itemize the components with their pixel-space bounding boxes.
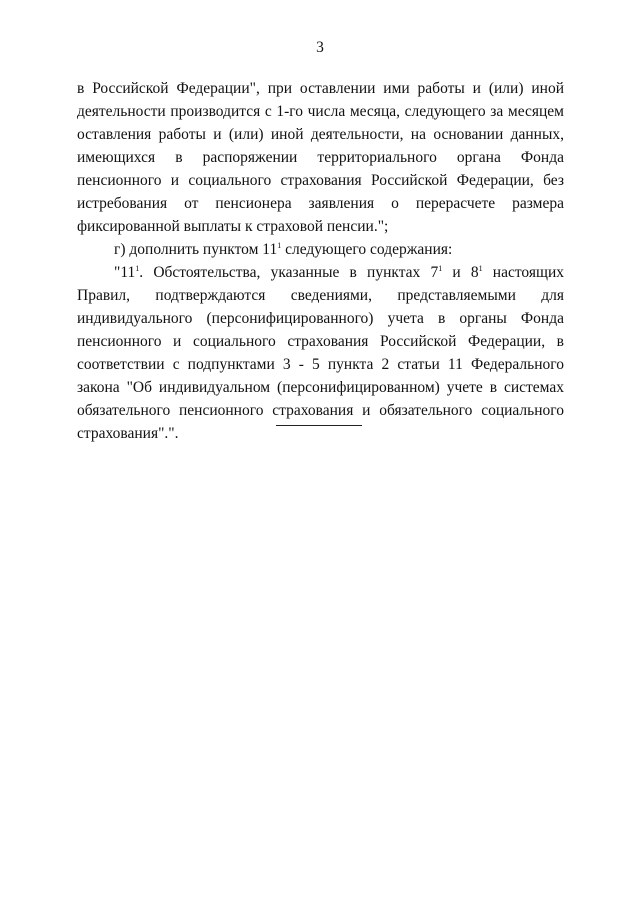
- superscript-index: 1: [438, 264, 443, 273]
- end-rule-divider: [276, 425, 362, 426]
- clause-open: "11: [114, 264, 136, 281]
- paragraph-continuation: в Российской Федерации", при оставлении ими работы и (или) иной деятельности производится с 1-го числа месяца, следующего за месяцем оставления работы и (или) иной деятельности, на основании данных, имеющихся в распоряжении территориального органа Фонда пенсионного и социального страхования Российской Федерации, без истребования от пенсионера заявления о перерасчете размера фиксированной выплаты к страховой пенсии.";: [77, 80, 564, 235]
- clause-text: . Обстоятельства, указанные в пунктах 7: [139, 264, 439, 281]
- amendment-text: г) дополнить пунктом 11: [114, 241, 278, 258]
- paragraph-new-clause: [77, 261, 564, 445]
- superscript-index: 1: [135, 264, 140, 273]
- paragraph-amendment-g: [77, 238, 564, 261]
- clause-text: и 8: [442, 264, 479, 281]
- clause-text: настоящих Правил, подтверждаются сведениями, представляемыми для индивидуального (персонифицированного) учета в органы Фонда пенсионного и социального страхования Российской Федерации, в соответствии с подпунктами 3 - 5 пункта 2 статьи 11 Федерального закона "Об индивидуальном (персонифицированном) учете в системах обязательного пенсионного страхования и обязательного социального страхования".".: [77, 264, 564, 442]
- superscript-index: 1: [277, 241, 282, 250]
- superscript-index: 1: [478, 264, 483, 273]
- amendment-text-tail: следующего содержания:: [281, 241, 453, 258]
- page-number: 3: [316, 39, 324, 56]
- document-body: [77, 77, 564, 445]
